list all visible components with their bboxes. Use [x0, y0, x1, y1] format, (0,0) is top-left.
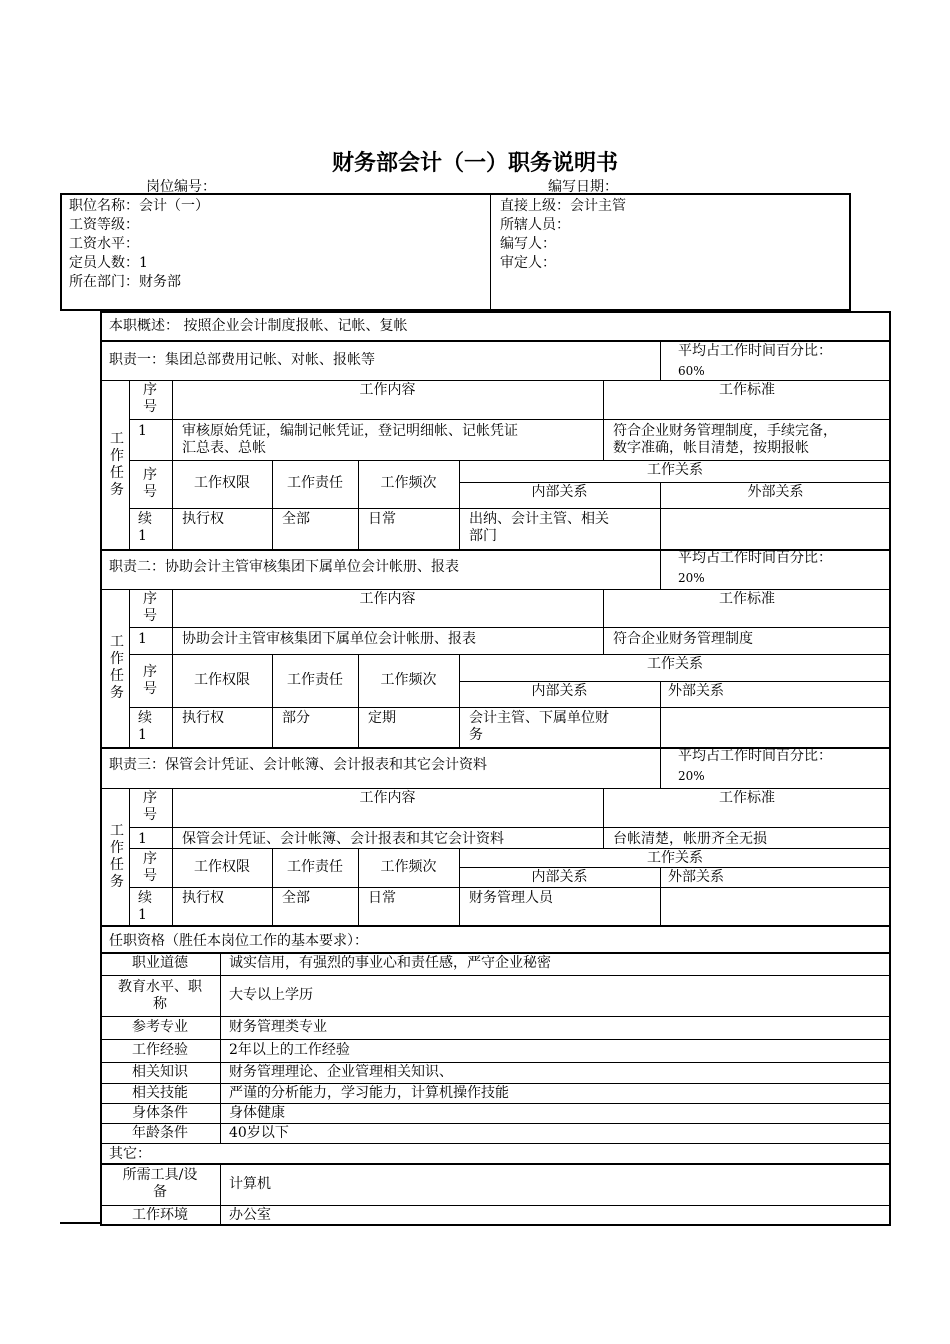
content-header: 工作内容 [359, 790, 416, 806]
internal-relations-header: 内部关系 [531, 484, 588, 500]
qualification-title: 任职资格（胜任本岗位工作的基本要求）： [109, 933, 368, 949]
task-label-char: 务 [110, 481, 124, 498]
qualification-label: 相关知识 [132, 1064, 188, 1080]
department: 所在部门：财务部 [69, 274, 181, 290]
time-percentage: 20% [678, 571, 705, 585]
subordinates: 所辖人员： [500, 217, 570, 233]
qualification-label: 年龄条件 [132, 1124, 188, 1141]
page-title: 财务部会计（一）职务说明书 [331, 151, 618, 176]
task-label-char: 作 [110, 651, 124, 667]
info-left [69, 197, 209, 292]
frequency-header: 工作频次 [380, 475, 437, 491]
task-content: 协助会计主管审核集团下属单位会计帐册、报表 [182, 631, 476, 647]
task-label-char: 务 [110, 685, 124, 701]
task-frequency: 定期 [368, 710, 396, 726]
task-label-char: 任 [110, 464, 124, 481]
task-label-char: 作 [110, 447, 124, 464]
time-percentage-label: 平均占工作时间百分比： [678, 550, 832, 566]
continued-label: 1 [138, 907, 147, 923]
qualification-value: 2年以上的工作经验 [229, 1042, 350, 1058]
responsibility-header: 工作责任 [287, 475, 343, 491]
other-label: 备 [153, 1184, 167, 1200]
task-internal-relations: 会计主管、下属单位财 [469, 710, 609, 726]
other-value: 办公室 [229, 1207, 271, 1223]
approver: 审定人： [500, 255, 556, 271]
continued-label: 1 [138, 727, 147, 743]
seq-header: 号 [143, 867, 157, 884]
other-value: 计算机 [229, 1175, 271, 1192]
write-date-label: 编写日期： [548, 179, 618, 195]
task-label-char: 务 [110, 873, 124, 890]
seq-header: 号 [143, 807, 157, 823]
task-responsibility: 全部 [282, 511, 310, 527]
seq-header: 号 [143, 680, 157, 697]
relations-header: 工作关系 [647, 656, 703, 672]
task-standard: 符合企业财务管理制度 [613, 631, 753, 647]
task-responsibility: 部分 [282, 710, 310, 726]
authority-header: 工作权限 [194, 858, 250, 875]
duty-title: 职责三：保管会计凭证、会计帐簿、会计报表和其它会计资料 [109, 757, 487, 773]
task-authority: 执行权 [182, 890, 224, 906]
qualification-label: 工作经验 [132, 1042, 188, 1058]
task-label-char: 工 [110, 430, 124, 447]
task-label-char: 工 [110, 634, 124, 650]
seq-header: 号 [143, 399, 157, 415]
task-content: 审核原始凭证，编制记帐凭证，登记明细帐、记帐凭证 [182, 423, 518, 439]
task-content: 汇总表、总帐 [182, 440, 266, 456]
qualification-label: 称 [153, 995, 167, 1012]
post-number-label: 岗位编号： [146, 179, 216, 195]
seq-header: 号 [143, 484, 157, 500]
qualification-value: 大专以上学历 [229, 987, 313, 1003]
writer: 编写人： [500, 236, 556, 252]
task-internal-relations: 出纳、会计主管、相关 [469, 511, 609, 527]
qualification-value: 身体健康 [229, 1104, 285, 1121]
qualification-label: 相关技能 [132, 1084, 188, 1101]
qualification-label: 身体条件 [132, 1104, 188, 1121]
duty-title: 职责一：集团总部费用记帐、对帐、报帐等 [109, 352, 375, 368]
responsibility-header: 工作责任 [287, 671, 343, 688]
duty-title: 职责二：协助会计主管审核集团下属单位会计帐册、报表 [109, 559, 459, 575]
standard-header: 工作标准 [719, 591, 775, 607]
seq-header: 序 [143, 850, 157, 867]
authority-header: 工作权限 [194, 671, 250, 688]
task-standard: 台帐清楚，帐册齐全无损 [613, 831, 767, 847]
seq-header: 序 [143, 382, 157, 398]
qualification-label: 参考专业 [132, 1019, 188, 1035]
info-right [500, 197, 626, 273]
task-label-char: 作 [110, 839, 124, 856]
seq-header: 序 [143, 467, 157, 483]
content-header: 工作内容 [359, 382, 416, 398]
job-summary: 本职概述： 按照企业会计制度报帐、记帐、复帐 [109, 318, 408, 334]
qualification-value: 40岁以下 [229, 1124, 289, 1141]
frequency-header: 工作频次 [380, 858, 437, 875]
task-frequency: 日常 [368, 890, 396, 906]
task-standard: 符合企业财务管理制度，手续完备， [613, 423, 837, 439]
task-internal-relations: 务 [469, 727, 483, 743]
time-percentage: 20% [678, 769, 705, 783]
relations-header: 工作关系 [647, 462, 703, 478]
direct-superior: 直接上级：会计主管 [500, 198, 626, 214]
qualification-label: 职业道德 [132, 955, 188, 971]
continued-label: 1 [138, 528, 147, 544]
task-internal-relations: 财务管理人员 [469, 890, 553, 906]
other-title: 其它： [109, 1146, 151, 1162]
task-number: 1 [138, 631, 147, 647]
external-relations-header: 外部关系 [747, 484, 804, 500]
time-percentage-label: 平均占工作时间百分比： [678, 748, 832, 764]
task-number: 1 [138, 831, 147, 847]
relations-header: 工作关系 [647, 850, 703, 866]
content-header: 工作内容 [359, 591, 416, 607]
frequency-header: 工作频次 [380, 671, 437, 688]
seq-header: 序 [143, 790, 157, 806]
qualification-label: 教育水平、职 [118, 978, 202, 995]
continued-label: 续 [138, 890, 152, 906]
other-label: 所需工具/设 [122, 1167, 198, 1183]
time-percentage: 60% [678, 364, 705, 378]
qualification-value: 诚实信用，有强烈的事业心和责任感，严守企业秘密 [229, 955, 551, 971]
other-label: 工作环境 [132, 1207, 188, 1223]
standard-header: 工作标准 [719, 790, 775, 806]
qualification-value: 严谨的分析能力，学习能力，计算机操作技能 [229, 1084, 509, 1101]
seq-header: 序 [143, 591, 157, 607]
task-authority: 执行权 [182, 511, 224, 527]
salary-grade: 工资等级： [69, 217, 139, 233]
task-frequency: 日常 [368, 511, 396, 527]
headcount: 定员人数：1 [69, 255, 148, 271]
task-label-char: 工 [110, 822, 124, 839]
task-number: 1 [138, 423, 147, 439]
task-authority: 执行权 [182, 710, 224, 726]
seq-header: 序 [143, 663, 157, 680]
external-relations-header: 外部关系 [668, 683, 724, 699]
task-responsibility: 全部 [282, 890, 310, 906]
qualification-value: 财务管理理论、企业管理相关知识、 [229, 1064, 453, 1080]
position-name: 职位名称：会计（一） [69, 198, 209, 214]
external-relations-header: 外部关系 [668, 869, 724, 885]
qualification-value: 财务管理类专业 [229, 1019, 327, 1035]
salary-level: 工资水平： [69, 236, 139, 252]
task-internal-relations: 部门 [469, 528, 497, 544]
task-label-char: 任 [110, 856, 124, 873]
task-standard: 数字准确，帐目清楚，按期报帐 [613, 440, 809, 456]
time-percentage-label: 平均占工作时间百分比： [678, 343, 832, 359]
authority-header: 工作权限 [194, 475, 250, 491]
continued-label: 续 [138, 511, 152, 527]
internal-relations-header: 内部关系 [531, 869, 588, 885]
responsibility-header: 工作责任 [287, 858, 343, 875]
internal-relations-header: 内部关系 [531, 683, 588, 699]
continued-label: 续 [138, 710, 152, 726]
seq-header: 号 [143, 608, 157, 624]
task-label-char: 任 [110, 668, 124, 684]
task-content: 保管会计凭证、会计帐簿、会计报表和其它会计资料 [182, 831, 504, 847]
standard-header: 工作标准 [719, 382, 775, 398]
